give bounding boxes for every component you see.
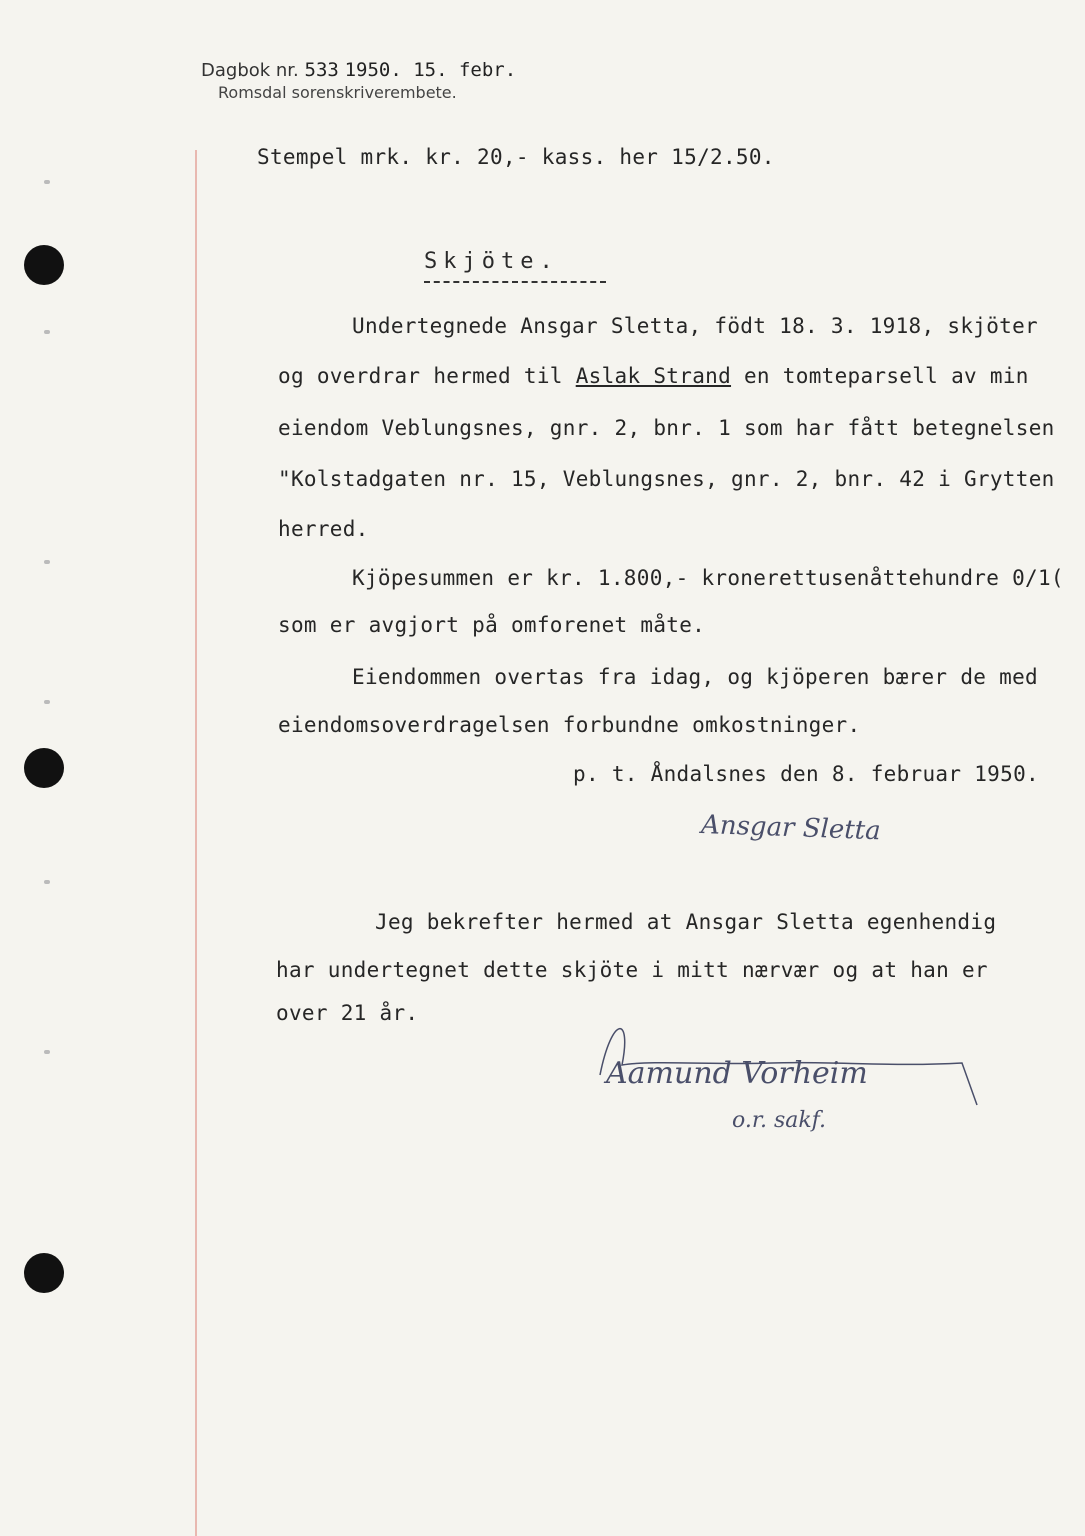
punch-hole-middle [24, 748, 64, 788]
journal-stamp [201, 59, 516, 81]
document-title: Skjöte. [424, 249, 559, 274]
body-line [278, 364, 1029, 388]
witness-title: o.r. sakf. [732, 1108, 827, 1133]
confirm-line: over 21 år. [276, 1001, 419, 1025]
body-text: og overdrar hermed til [278, 364, 576, 388]
seller-signature-text: Ansgar Sletta [700, 809, 882, 847]
confirm-line: har undertegnet dette skjöte i mitt nærvær og at han er [276, 958, 988, 982]
buyer-name: Aslak Strand [575, 364, 732, 388]
body-line: Kjöpesummen er kr. 1.800,- kronerettusenåttehundre 0/1( [352, 566, 1064, 590]
margin-rule [195, 150, 197, 1536]
body-line: eiendomsoverdragelsen forbundne omkostninger. [278, 713, 861, 737]
title-underline [424, 281, 606, 283]
journal-number: 533 [304, 59, 339, 81]
journal-label: Dagbok nr. [201, 60, 299, 81]
edge-mark [44, 1050, 50, 1054]
edge-mark [44, 180, 50, 184]
body-line: som er avgjort på omforenet måte. [278, 613, 706, 637]
confirm-line: Jeg bekrefter hermed at Ansgar Sletta egenhendig [375, 910, 997, 934]
body-line: "Kolstadgaten nr. 15, Veblungsnes, gnr. 2, bnr. 42 i Grytten [278, 467, 1055, 491]
body-line: eiendom Veblungsnes, gnr. 2, bnr. 1 som har fått betegnelsen [278, 416, 1055, 440]
place-date-line: p. t. Åndalsnes den 8. februar 1950. [573, 762, 1039, 786]
stamp-fee-line: Stempel mrk. kr. 20,- kass. her 15/2.50. [257, 145, 775, 169]
body-line: Eiendommen overtas fra idag, og kjöperen bærer de med [352, 665, 1038, 689]
body-line: herred. [278, 517, 369, 541]
witness-signature-text: Aamund Vorheim [606, 1056, 868, 1091]
edge-mark [44, 880, 50, 884]
punch-hole-top [24, 245, 64, 285]
body-text: en tomteparsell av min [731, 364, 1029, 388]
punch-hole-bottom [24, 1253, 64, 1293]
journal-date: 1950. 15. febr. [344, 59, 517, 81]
body-line: Undertegnede Ansgar Sletta, födt 18. 3. 1918, skjöter [352, 314, 1038, 338]
edge-mark [44, 700, 50, 704]
edge-mark [44, 330, 50, 334]
office-stamp: Romsdal sorenskriverembete. [218, 83, 457, 102]
edge-mark [44, 560, 50, 564]
